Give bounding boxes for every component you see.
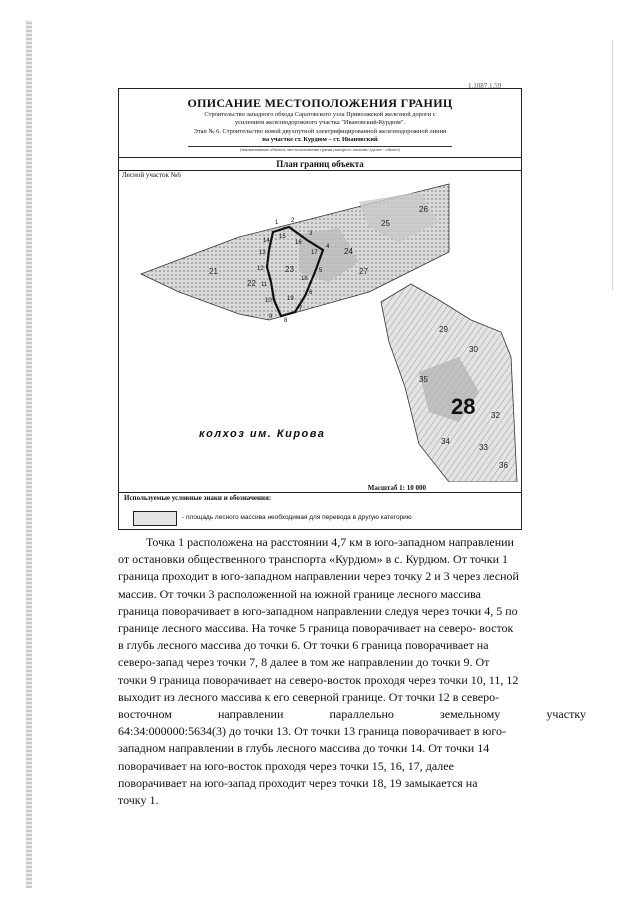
- left-margin-strip: [26, 20, 32, 888]
- point-label: 4: [326, 244, 330, 250]
- legend-rule: [118, 492, 522, 493]
- header-caption: (наименование объекта, местоположение границ которого описано (далее - объект): [188, 146, 452, 153]
- parcel-number: 26: [419, 205, 428, 214]
- body-line: границе лесного массива. На точке 5 граница поворачивает на северо- восток: [118, 621, 514, 636]
- point-label: 3: [309, 231, 313, 237]
- parcel-number: 27: [359, 267, 368, 276]
- body-line: северо-запад через точки 7, 8 далее в том же направлении до точки 9. От: [118, 655, 490, 670]
- kolkhoz-label: колхоз им. Кирова: [199, 428, 326, 440]
- point-label: 11: [261, 282, 268, 288]
- point-label: 14: [263, 238, 270, 244]
- parcel-number: 29: [439, 325, 448, 334]
- parcel-number: 23: [285, 265, 294, 274]
- plan-title: План границ объекта: [276, 159, 364, 169]
- parcel-number: 25: [381, 219, 390, 228]
- point-label: 5: [319, 268, 323, 274]
- body-line: восточном направлении параллельно земельному участку: [118, 707, 586, 722]
- parcel-number: 21: [209, 267, 218, 276]
- body-line: граница проходит в юго-западном направлении через точку 2 и 3 через лесной: [118, 569, 519, 584]
- point-label: 1: [275, 220, 279, 226]
- point-label: 9: [269, 314, 273, 320]
- point-label: 19: [287, 296, 294, 302]
- body-line: поворачивает на юго-восток проходя через точки 15, 16, 17, далее: [118, 758, 454, 773]
- map-scale: Масштаб 1: 10 000: [367, 484, 426, 492]
- body-line: Точка 1 расположена на расстоянии 4,7 км в юго-западном направлении: [146, 535, 514, 549]
- header-line-1: Строительство западного обхода Саратовского узла Приволжской железной дороги с: [204, 111, 436, 118]
- page-number: 1.1087.1.59: [468, 82, 502, 90]
- body-line: западном направлении в глубь лесного массива до точки 14. От точки 14: [118, 741, 490, 756]
- body-line: в глубь лесного массива до точки 6. От точки 6 граница поворачивает на: [118, 638, 489, 653]
- parcel-number: 22: [247, 279, 256, 288]
- plot-label: Лесной участок №6: [122, 171, 181, 179]
- body-line: массив. От точки 3 расположенной на южной границе лесного массива: [118, 586, 481, 601]
- point-label: 8: [284, 318, 288, 324]
- quarter-number: 28: [451, 394, 476, 419]
- document-title: ОПИСАНИЕ МЕСТОПОЛОЖЕНИЯ ГРАНИЦ: [187, 96, 453, 110]
- body-line: от остановки общественного транспорта «Курдюм» в с. Курдюм. От точки 1: [118, 552, 509, 567]
- header-rule: [118, 157, 522, 158]
- body-line: 64:34:000000:5634(3) до точки 13. От точки 13 граница поворачивает в юго-: [118, 724, 506, 739]
- body-line: точку 1.: [118, 793, 159, 808]
- parcel-number: 30: [469, 345, 478, 354]
- body-line: выходит из лесного массива к его северной границе. От точки 12 в северо-: [118, 689, 500, 704]
- header-line-2: усилением железнодорожного участка "Ивановский-Курдюм".: [234, 119, 406, 127]
- legend-item-text: - площадь лесного массива необходимая для перевода в другую категорию: [182, 514, 412, 521]
- point-label: 17: [311, 250, 318, 256]
- body-line: поворачивает на юго-запад проходит через точки 18, 19 замыкается на: [118, 775, 478, 790]
- point-label: 2: [291, 218, 295, 224]
- point-label: 7: [299, 306, 303, 312]
- parcel-number: 36: [499, 461, 508, 470]
- point-label: 10: [265, 298, 272, 304]
- parcel-number: 32: [491, 411, 500, 420]
- parcel-number: 24: [344, 247, 353, 256]
- body-line: граница поворачивает в юго-западном направлении следуя через точки 4, 5 по: [118, 603, 518, 618]
- point-label: 16: [295, 240, 302, 246]
- legend-swatch: [133, 511, 177, 526]
- point-label: 6: [309, 290, 313, 296]
- point-label: 12: [257, 266, 264, 272]
- point-label: 18: [301, 276, 308, 282]
- boundary-map: [119, 182, 521, 482]
- header-line-4: на участке ст. Курдюм – ст. Ивановский: [262, 135, 378, 143]
- parcel-number: 34: [441, 437, 450, 446]
- boundary-description: [118, 534, 586, 809]
- parcel-number: 35: [419, 375, 428, 384]
- body-line: точки 9 граница поворачивает на северо-восток проходя через точки 10, 11, 12: [118, 672, 519, 687]
- parcel-number: 33: [479, 443, 488, 452]
- point-label: 13: [259, 250, 266, 256]
- header-line-3: Этап № 6. Строительство новой двухпутной электрифицированной железнодорожной линии: [193, 127, 447, 135]
- point-label: 15: [279, 234, 286, 240]
- legend-title: Используемые условные знаки и обозначения:: [124, 494, 272, 502]
- right-margin-line: [612, 40, 613, 290]
- document-header: [118, 88, 522, 158]
